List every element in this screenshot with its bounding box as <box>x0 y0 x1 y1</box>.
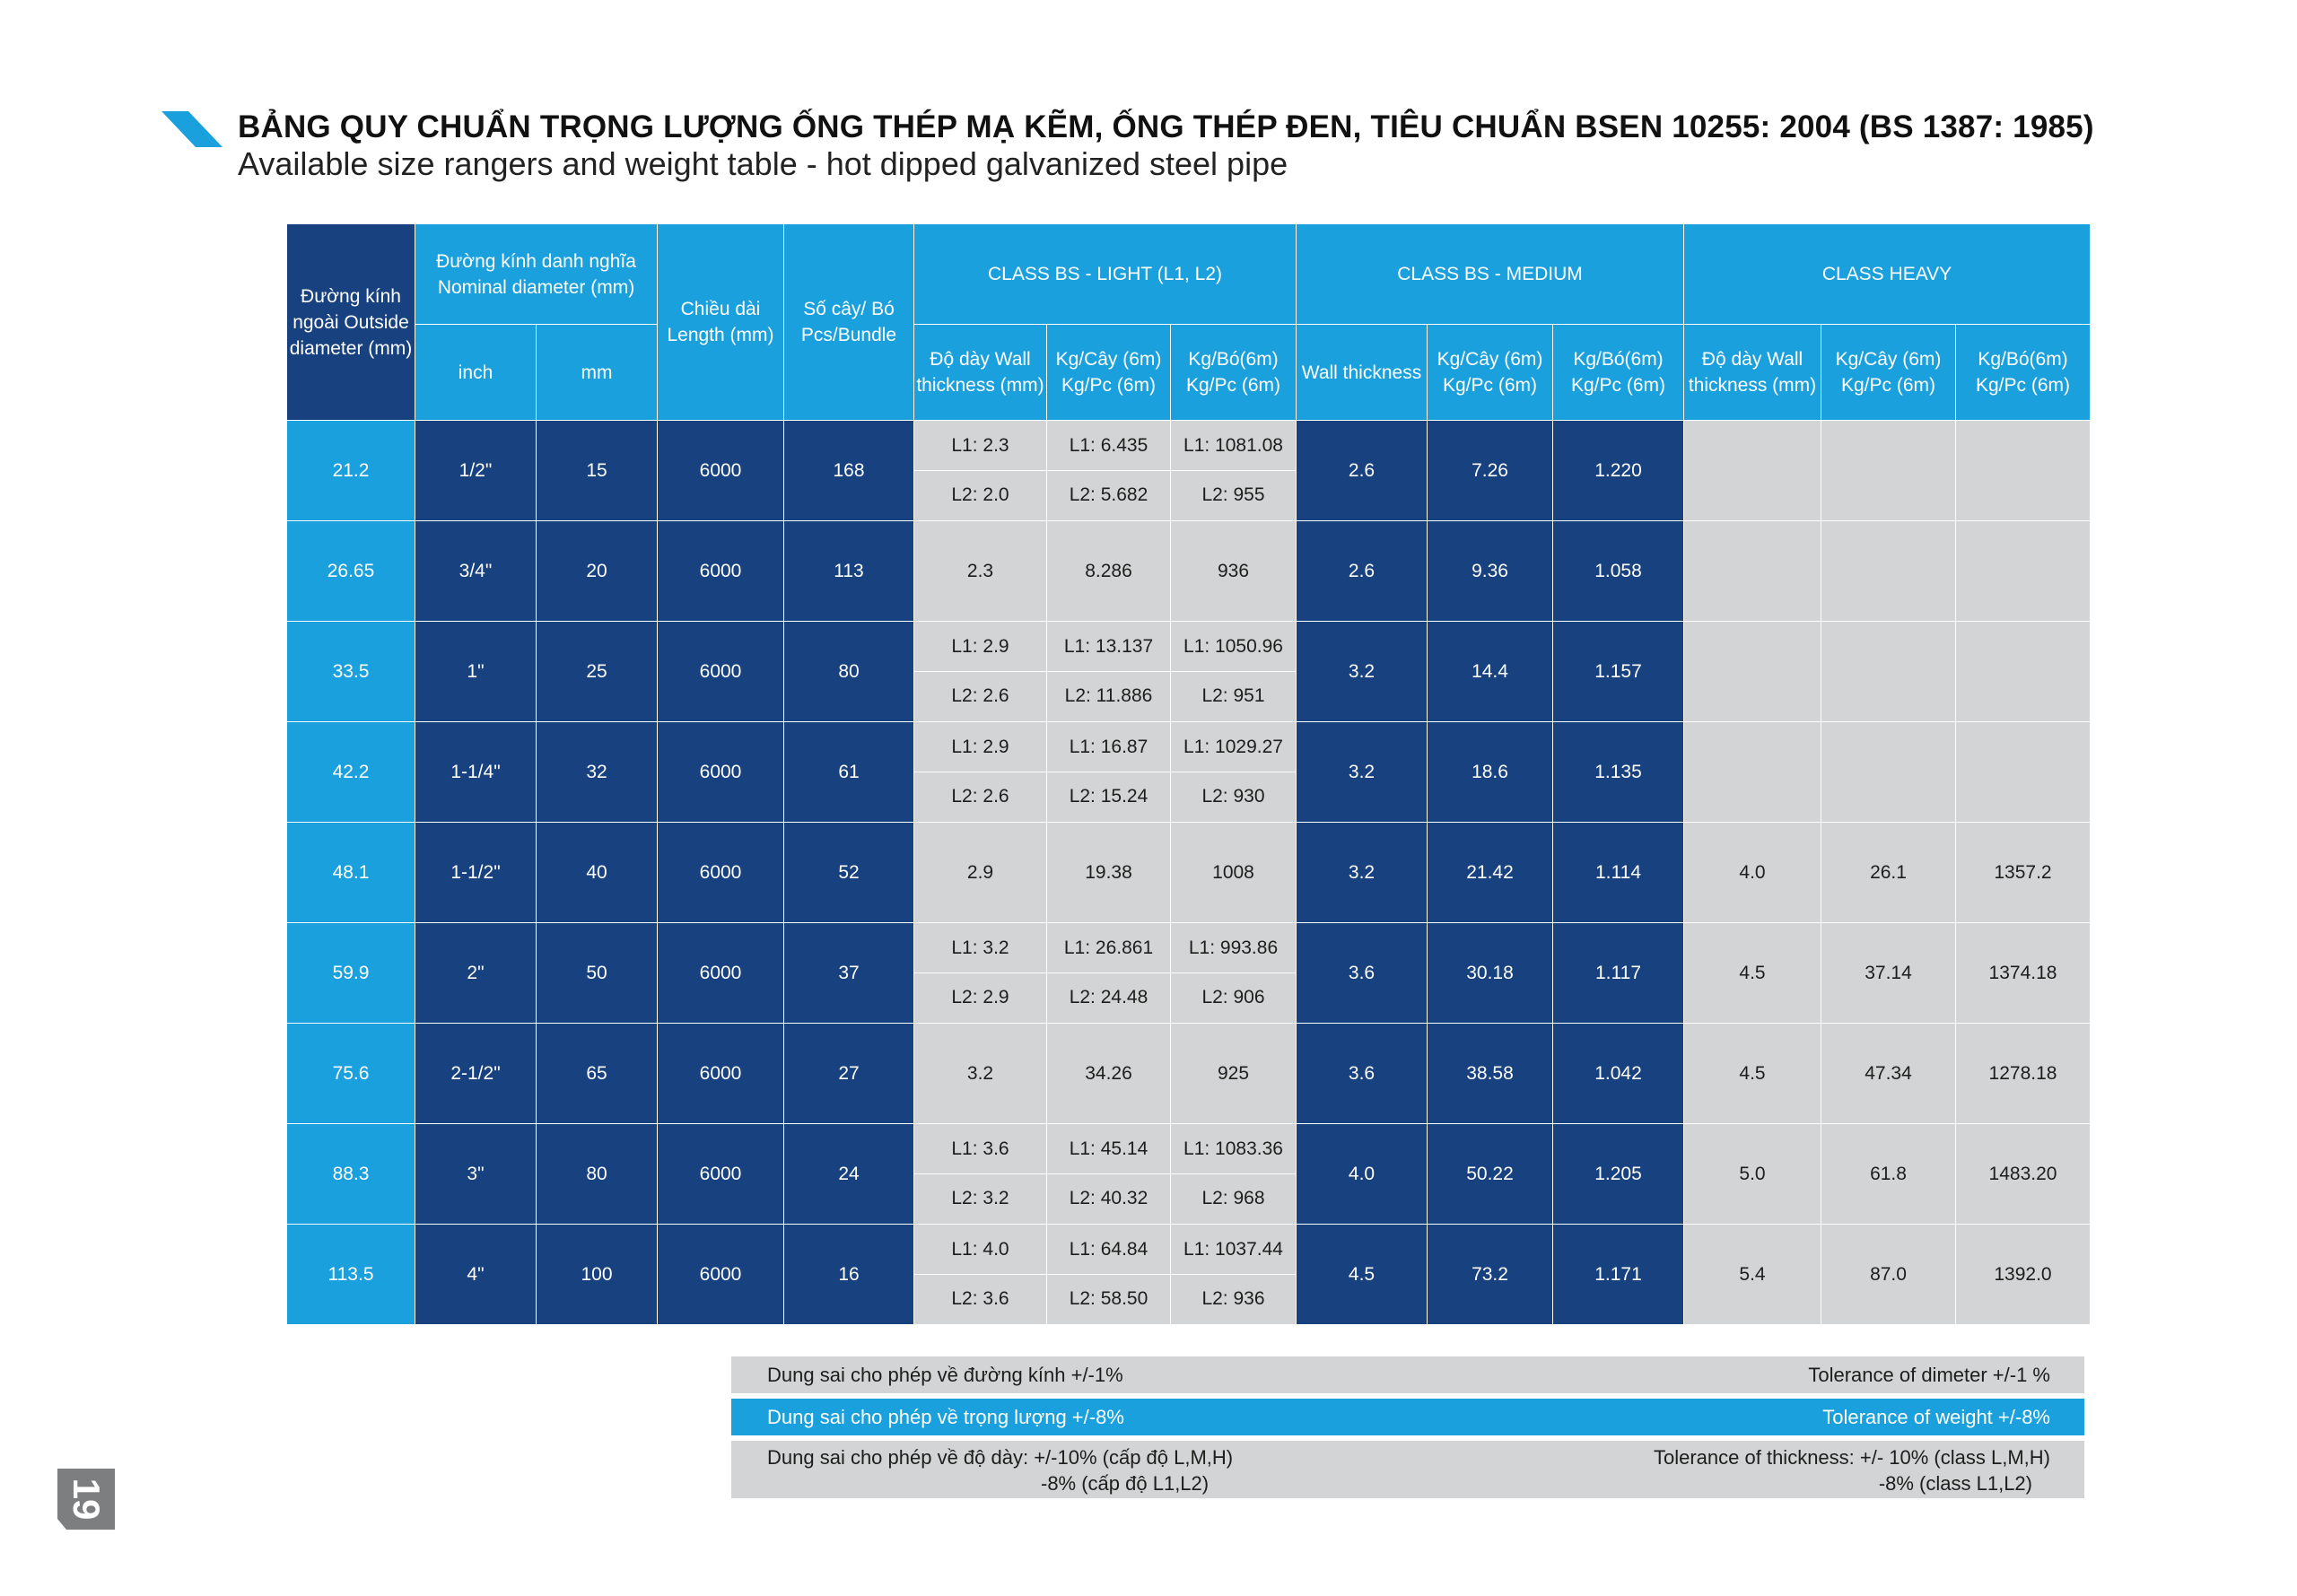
tolerance-thickness-row <box>731 1441 2084 1498</box>
cell-heavy-kg-bundle <box>1956 521 2091 622</box>
split-cell <box>1047 723 1170 822</box>
tolerance-thickness-vi-line1: Dung sai cho phép về độ dày: +/-10% (cấp độ L,M,H) <box>767 1446 1234 1469</box>
cell-heavy-wall-thickness: 4.5 <box>1684 1024 1821 1124</box>
split-cell <box>914 924 1046 1023</box>
cell-mm: 15 <box>537 421 658 521</box>
cell-mm: 40 <box>537 823 658 923</box>
value-l1: L1: 3.2 <box>914 924 1046 974</box>
weight-table-container <box>286 223 2091 1325</box>
cell-heavy-kg-bundle <box>1956 722 2091 823</box>
cell-light-kg-pc <box>1047 421 1171 521</box>
cell-heavy-wall-thickness: 5.0 <box>1684 1124 1821 1225</box>
tolerance-thickness-en-line1: Tolerance of thickness: +/- 10% (class L,M,H) <box>1654 1446 2050 1469</box>
cell-outside-diameter: 88.3 <box>287 1124 415 1225</box>
split-cell <box>914 723 1046 822</box>
cell-length: 6000 <box>658 1124 784 1225</box>
cell-outside-diameter: 42.2 <box>287 722 415 823</box>
tolerance-weight-vi: Dung sai cho phép về trọng lượng +/-8% <box>767 1406 1124 1428</box>
header-accent-icon <box>162 111 223 147</box>
cell-medium-kg-bundle: 1.171 <box>1553 1225 1684 1325</box>
tolerance-diameter-vi: Dung sai cho phép về đường kính +/-1% <box>767 1364 1123 1386</box>
cell-light-wall-thickness <box>914 923 1047 1024</box>
header-heavy-kg-bundle: Kg/Bó(6m) Kg/Pc (6m) <box>1956 325 2091 421</box>
cell-inch: 3" <box>415 1124 537 1225</box>
cell-light-kg-bundle: 1008 <box>1171 823 1297 923</box>
header-length: Chiều dài Length (mm) <box>658 224 784 421</box>
cell-mm: 100 <box>537 1225 658 1325</box>
cell-light-kg-pc <box>1047 722 1171 823</box>
split-cell <box>1171 924 1296 1023</box>
cell-heavy-kg-pc <box>1821 521 1956 622</box>
value-l1: L1: 1029.27 <box>1171 723 1296 773</box>
value-l2: L2: 5.682 <box>1069 484 1148 506</box>
split-cell <box>1171 623 1296 721</box>
header-medium-kg-bundle: Kg/Bó(6m) Kg/Pc (6m) <box>1553 325 1684 421</box>
header-light-kg-pc: Kg/Cây (6m) Kg/Pc (6m) <box>1047 325 1171 421</box>
cell-medium-kg-pc: 7.26 <box>1428 421 1553 521</box>
header-heavy-kg-pc: Kg/Cây (6m) Kg/Pc (6m) <box>1821 325 1956 421</box>
cell-medium-kg-bundle: 1.135 <box>1553 722 1684 823</box>
cell-inch: 2" <box>415 923 537 1024</box>
cell-heavy-kg-bundle <box>1956 622 2091 722</box>
cell-inch: 1-1/2" <box>415 823 537 923</box>
cell-mm: 20 <box>537 521 658 622</box>
cell-mm: 80 <box>537 1124 658 1225</box>
value-l1: L1: 2.9 <box>914 723 1046 773</box>
cell-light-kg-bundle <box>1171 1225 1297 1325</box>
header-inch: inch <box>415 325 537 421</box>
cell-light-kg-bundle <box>1171 421 1297 521</box>
cell-pcs-bundle: 61 <box>784 722 914 823</box>
header-class-light: CLASS BS - LIGHT (L1, L2) <box>914 224 1297 325</box>
value-l1: L1: 3.6 <box>914 1125 1046 1175</box>
split-cell <box>914 1125 1046 1224</box>
value-l2: L2: 2.9 <box>951 987 1009 1008</box>
cell-medium-wall-thickness: 3.6 <box>1297 1024 1428 1124</box>
cell-length: 6000 <box>658 722 784 823</box>
header-nominal-diameter: Đường kính danh nghĩa Nominal diameter (mm) <box>415 224 658 325</box>
cell-heavy-kg-pc <box>1821 421 1956 521</box>
cell-pcs-bundle: 24 <box>784 1124 914 1225</box>
tolerance-diameter-en: Tolerance of dimeter +/-1 % <box>1808 1364 2050 1386</box>
cell-light-wall-thickness <box>914 722 1047 823</box>
cell-light-kg-bundle <box>1171 722 1297 823</box>
page-subtitle: Available size rangers and weight table - hot dipped galvanized steel pipe <box>238 145 1288 182</box>
cell-heavy-kg-pc: 26.1 <box>1821 823 1956 923</box>
split-cell <box>914 623 1046 721</box>
header-class-medium: CLASS BS - MEDIUM <box>1297 224 1684 325</box>
cell-light-kg-pc <box>1047 923 1171 1024</box>
value-l2: L2: 3.2 <box>951 1188 1009 1209</box>
value-l2: L2: 15.24 <box>1069 786 1148 807</box>
cell-mm: 25 <box>537 622 658 722</box>
page-title: BẢNG QUY CHUẨN TRỌNG LƯỢNG ỐNG THÉP MẠ KẼM, ỐNG THÉP ĐEN, TIÊU CHUẨN BSEN 10255: 2004 (BS 1387: 1985) <box>238 109 2094 144</box>
value-l1: L1: 1037.44 <box>1171 1225 1296 1276</box>
tolerance-thickness-vi-line2: -8% (cấp độ L1,L2) <box>1041 1472 1210 1495</box>
cell-medium-wall-thickness: 3.2 <box>1297 622 1428 722</box>
value-l1: L1: 1050.96 <box>1171 623 1296 673</box>
cell-medium-kg-pc: 18.6 <box>1428 722 1553 823</box>
cell-pcs-bundle: 52 <box>784 823 914 923</box>
cell-heavy-kg-pc: 47.34 <box>1821 1024 1956 1124</box>
cell-outside-diameter: 75.6 <box>287 1024 415 1124</box>
cell-pcs-bundle: 113 <box>784 521 914 622</box>
header-light-kg-bundle: Kg/Bó(6m) Kg/Pc (6m) <box>1171 325 1297 421</box>
cell-medium-kg-bundle: 1.157 <box>1553 622 1684 722</box>
cell-medium-kg-bundle: 1.220 <box>1553 421 1684 521</box>
cell-inch: 1" <box>415 622 537 722</box>
cell-outside-diameter: 26.65 <box>287 521 415 622</box>
header-mm: mm <box>537 325 658 421</box>
header-medium-kg-pc: Kg/Cây (6m) Kg/Pc (6m) <box>1428 325 1553 421</box>
table-row <box>287 1124 2091 1225</box>
header-medium-wall-thickness: Wall thickness <box>1297 325 1428 421</box>
cell-pcs-bundle: 168 <box>784 421 914 521</box>
cell-heavy-kg-bundle: 1278.18 <box>1956 1024 2091 1124</box>
cell-inch: 2-1/2" <box>415 1024 537 1124</box>
cell-heavy-kg-pc: 37.14 <box>1821 923 1956 1024</box>
tolerance-diameter-row <box>731 1356 2084 1393</box>
table-row <box>287 622 2091 722</box>
header-pcs-bundle: Số cây/ Bó Pcs/Bundle <box>784 224 914 421</box>
cell-light-wall-thickness <box>914 622 1047 722</box>
cell-light-kg-pc <box>1047 622 1171 722</box>
cell-medium-kg-pc: 21.42 <box>1428 823 1553 923</box>
value-l2: L2: 930 <box>1201 786 1265 807</box>
value-l1: L1: 4.0 <box>914 1225 1046 1276</box>
cell-pcs-bundle: 16 <box>784 1225 914 1325</box>
value-l1: L1: 13.137 <box>1047 623 1170 673</box>
cell-medium-wall-thickness: 2.6 <box>1297 421 1428 521</box>
split-cell <box>1047 422 1170 520</box>
cell-heavy-wall-thickness: 4.0 <box>1684 823 1821 923</box>
cell-pcs-bundle: 80 <box>784 622 914 722</box>
cell-heavy-wall-thickness: 5.4 <box>1684 1225 1821 1325</box>
cell-light-wall-thickness: 2.3 <box>914 521 1047 622</box>
cell-inch: 4" <box>415 1225 537 1325</box>
value-l2: L2: 24.48 <box>1069 987 1148 1008</box>
split-cell <box>1047 924 1170 1023</box>
split-cell <box>1171 422 1296 520</box>
cell-heavy-kg-bundle <box>1956 421 2091 521</box>
table-row <box>287 722 2091 823</box>
cell-medium-kg-bundle: 1.117 <box>1553 923 1684 1024</box>
cell-inch: 1-1/4" <box>415 722 537 823</box>
tolerance-thickness-en-line2: -8% (class L1,L2) <box>1878 1472 2032 1495</box>
table-row <box>287 1225 2091 1325</box>
cell-medium-kg-pc: 30.18 <box>1428 923 1553 1024</box>
cell-light-kg-bundle <box>1171 622 1297 722</box>
tolerance-thickness-vi <box>767 1444 1233 1496</box>
header-outside-diameter: Đường kính ngoài Outside diameter (mm) <box>287 224 415 421</box>
page-number: 19 <box>66 1478 108 1521</box>
cell-outside-diameter: 21.2 <box>287 421 415 521</box>
cell-light-kg-pc: 34.26 <box>1047 1024 1171 1124</box>
table-row <box>287 923 2091 1024</box>
cell-outside-diameter: 48.1 <box>287 823 415 923</box>
cell-heavy-wall-thickness <box>1684 521 1821 622</box>
cell-heavy-wall-thickness <box>1684 722 1821 823</box>
table-row <box>287 521 2091 622</box>
value-l2: L2: 906 <box>1201 987 1265 1008</box>
value-l1: L1: 2.9 <box>914 623 1046 673</box>
split-cell <box>914 1225 1046 1324</box>
cell-outside-diameter: 113.5 <box>287 1225 415 1325</box>
split-cell <box>1047 623 1170 721</box>
tolerance-thickness-en <box>1654 1444 2050 1496</box>
header-light-wall-thickness: Độ dày Wall thickness (mm) <box>914 325 1047 421</box>
header-class-heavy: CLASS HEAVY <box>1684 224 2091 325</box>
cell-heavy-kg-pc: 61.8 <box>1821 1124 1956 1225</box>
value-l1: L1: 1083.36 <box>1171 1125 1296 1175</box>
cell-mm: 32 <box>537 722 658 823</box>
split-cell <box>1047 1125 1170 1224</box>
cell-light-kg-pc <box>1047 1124 1171 1225</box>
cell-medium-kg-pc: 73.2 <box>1428 1225 1553 1325</box>
cell-medium-wall-thickness: 4.0 <box>1297 1124 1428 1225</box>
value-l2: L2: 2.6 <box>951 685 1009 707</box>
cell-length: 6000 <box>658 1225 784 1325</box>
value-l2: L2: 11.886 <box>1064 685 1153 707</box>
cell-medium-kg-bundle: 1.058 <box>1553 521 1684 622</box>
cell-heavy-kg-bundle: 1357.2 <box>1956 823 2091 923</box>
cell-medium-kg-pc: 50.22 <box>1428 1124 1553 1225</box>
cell-light-wall-thickness: 2.9 <box>914 823 1047 923</box>
value-l2: L2: 40.32 <box>1069 1188 1148 1209</box>
value-l2: L2: 936 <box>1201 1288 1265 1310</box>
cell-medium-wall-thickness: 3.2 <box>1297 722 1428 823</box>
cell-light-kg-pc: 19.38 <box>1047 823 1171 923</box>
split-cell <box>1171 1125 1296 1224</box>
value-l1: L1: 16.87 <box>1047 723 1170 773</box>
value-l1: L1: 2.3 <box>914 422 1046 472</box>
cell-heavy-kg-pc <box>1821 622 1956 722</box>
cell-light-wall-thickness: 3.2 <box>914 1024 1047 1124</box>
value-l2: L2: 2.0 <box>951 484 1009 506</box>
cell-length: 6000 <box>658 1024 784 1124</box>
cell-mm: 50 <box>537 923 658 1024</box>
tolerance-weight-en: Tolerance of weight +/-8% <box>1822 1406 2050 1428</box>
value-l2: L2: 58.50 <box>1069 1288 1148 1310</box>
split-cell <box>914 422 1046 520</box>
value-l1: L1: 64.84 <box>1047 1225 1170 1276</box>
value-l1: L1: 26.861 <box>1047 924 1170 974</box>
cell-light-wall-thickness <box>914 421 1047 521</box>
cell-light-kg-bundle <box>1171 1124 1297 1225</box>
value-l1: L1: 993.86 <box>1171 924 1296 974</box>
cell-light-wall-thickness <box>914 1225 1047 1325</box>
cell-heavy-kg-pc: 87.0 <box>1821 1225 1956 1325</box>
cell-medium-kg-bundle: 1.114 <box>1553 823 1684 923</box>
cell-length: 6000 <box>658 421 784 521</box>
cell-heavy-wall-thickness: 4.5 <box>1684 923 1821 1024</box>
header-heavy-wall-thickness: Độ dày Wall thickness (mm) <box>1684 325 1821 421</box>
table-body <box>287 421 2091 1325</box>
cell-heavy-kg-bundle: 1392.0 <box>1956 1225 2091 1325</box>
table-row <box>287 421 2091 521</box>
value-l2: L2: 955 <box>1201 484 1265 506</box>
cell-medium-kg-pc: 14.4 <box>1428 622 1553 722</box>
split-cell <box>1171 1225 1296 1324</box>
cell-medium-kg-pc: 9.36 <box>1428 521 1553 622</box>
cell-outside-diameter: 59.9 <box>287 923 415 1024</box>
value-l1: L1: 45.14 <box>1047 1125 1170 1175</box>
cell-medium-kg-pc: 38.58 <box>1428 1024 1553 1124</box>
cell-light-kg-bundle: 925 <box>1171 1024 1297 1124</box>
cell-light-kg-bundle: 936 <box>1171 521 1297 622</box>
value-l2: L2: 968 <box>1201 1188 1265 1209</box>
cell-inch: 1/2" <box>415 421 537 521</box>
cell-light-kg-pc <box>1047 1225 1171 1325</box>
cell-heavy-wall-thickness <box>1684 622 1821 722</box>
cell-heavy-kg-bundle: 1483.20 <box>1956 1124 2091 1225</box>
cell-medium-wall-thickness: 4.5 <box>1297 1225 1428 1325</box>
value-l1: L1: 6.435 <box>1047 422 1170 472</box>
cell-outside-diameter: 33.5 <box>287 622 415 722</box>
split-cell <box>1171 723 1296 822</box>
value-l2: L2: 2.6 <box>951 786 1009 807</box>
cell-pcs-bundle: 27 <box>784 1024 914 1124</box>
cell-medium-kg-bundle: 1.205 <box>1553 1124 1684 1225</box>
split-cell <box>1047 1225 1170 1324</box>
cell-length: 6000 <box>658 923 784 1024</box>
value-l2: L2: 3.6 <box>951 1288 1009 1310</box>
cell-length: 6000 <box>658 622 784 722</box>
cell-pcs-bundle: 37 <box>784 923 914 1024</box>
cell-heavy-wall-thickness <box>1684 421 1821 521</box>
value-l2: L2: 951 <box>1201 685 1265 707</box>
cell-medium-wall-thickness: 3.6 <box>1297 923 1428 1024</box>
tolerance-weight-row <box>731 1399 2084 1435</box>
cell-medium-kg-bundle: 1.042 <box>1553 1024 1684 1124</box>
table-row <box>287 823 2091 923</box>
cell-light-kg-pc: 8.286 <box>1047 521 1171 622</box>
cell-inch: 3/4" <box>415 521 537 622</box>
cell-medium-wall-thickness: 2.6 <box>1297 521 1428 622</box>
cell-light-wall-thickness <box>914 1124 1047 1225</box>
cell-light-kg-bundle <box>1171 923 1297 1024</box>
cell-heavy-kg-bundle: 1374.18 <box>1956 923 2091 1024</box>
cell-heavy-kg-pc <box>1821 722 1956 823</box>
cell-length: 6000 <box>658 521 784 622</box>
cell-length: 6000 <box>658 823 784 923</box>
weight-table <box>286 223 2091 1325</box>
cell-mm: 65 <box>537 1024 658 1124</box>
value-l1: L1: 1081.08 <box>1171 422 1296 472</box>
table-row <box>287 1024 2091 1124</box>
cell-medium-wall-thickness: 3.2 <box>1297 823 1428 923</box>
